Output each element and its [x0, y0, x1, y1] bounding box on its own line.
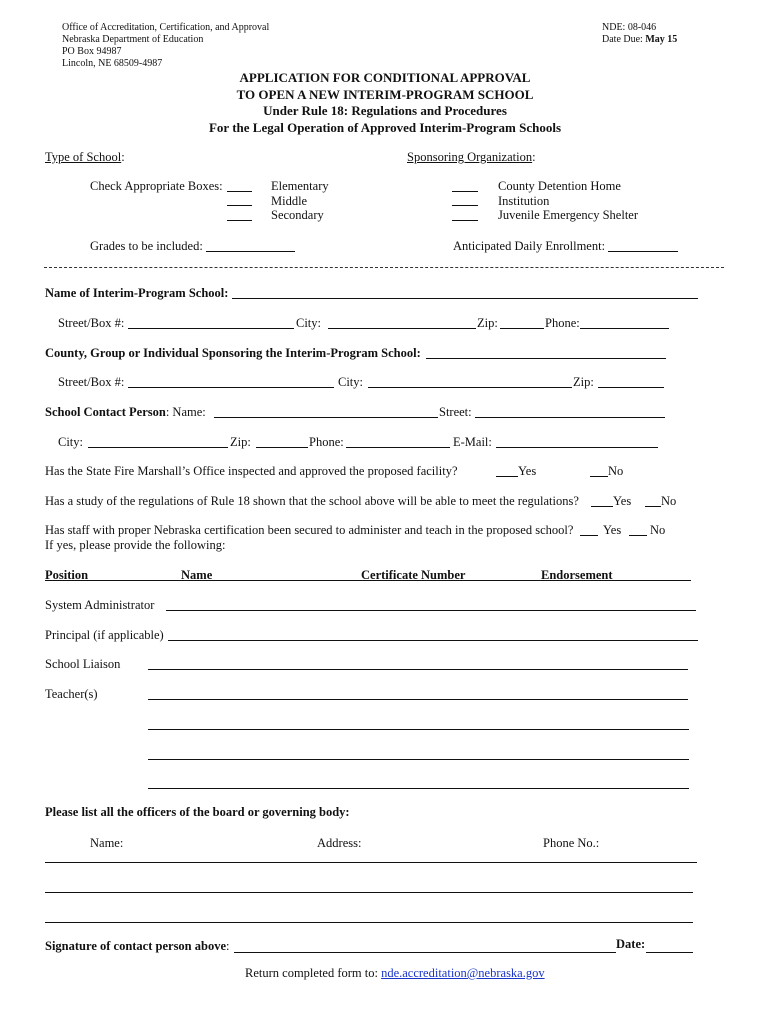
office-address — [62, 22, 269, 70]
detention-home-checkbox[interactable] — [452, 191, 478, 192]
date-due-label: Date Due: — [602, 34, 643, 45]
return-text: Return completed form to: — [245, 966, 378, 980]
institution-checkbox[interactable] — [452, 205, 478, 206]
date-field[interactable] — [646, 952, 693, 953]
title-line-1: APPLICATION FOR CONDITIONAL APPROVAL — [239, 70, 531, 85]
question-fire-marshall: Has the State Fire Marshall’s Office inspected and approved the proposed facility? — [45, 464, 458, 478]
school-zip-field[interactable] — [500, 328, 544, 329]
shelter-checkbox[interactable] — [452, 220, 478, 221]
principal-field[interactable] — [168, 640, 698, 641]
contact-name-field[interactable] — [214, 417, 438, 418]
office-line: PO Box 94987 — [62, 46, 122, 57]
sponsor-zip-label: Zip: — [573, 375, 594, 389]
school-type-options — [271, 179, 329, 223]
school-phone-label: Phone: — [545, 316, 580, 330]
sponsor-zip-field[interactable] — [598, 387, 664, 388]
option-elementary: Elementary — [271, 179, 329, 193]
teacher-field-1[interactable] — [148, 699, 688, 700]
row-principal: Principal (if applicable) — [45, 628, 164, 642]
title-line-2: TO OPEN A NEW INTERIM-PROGRAM SCHOOL — [236, 86, 534, 102]
staff-no-blank[interactable] — [629, 535, 647, 536]
grades-label: Grades to be included: — [90, 239, 203, 253]
teacher-field-2[interactable] — [148, 729, 689, 730]
title-line-3: Under Rule 18: Regulations and Procedures — [263, 103, 507, 118]
officers-heading: Please list all the officers of the board or governing body: — [45, 805, 350, 819]
contact-street-label: Street: — [439, 405, 472, 419]
header-underline — [45, 580, 691, 581]
school-name-field[interactable] — [232, 298, 698, 299]
officer-phone-col: Phone No.: — [543, 836, 600, 850]
teacher-field-3[interactable] — [148, 759, 689, 760]
sponsor-name-field[interactable] — [426, 358, 666, 359]
row-system-administrator: System Administrator — [45, 598, 155, 612]
form-number: NDE: 08-046 — [602, 22, 657, 33]
rule-no-label: No — [661, 494, 677, 508]
header-position: Position — [45, 568, 89, 582]
header-name: Name — [181, 568, 213, 582]
middle-checkbox[interactable] — [227, 205, 252, 206]
secondary-checkbox[interactable] — [227, 220, 252, 221]
header-certificate: Certificate Number — [361, 568, 466, 582]
elementary-checkbox[interactable] — [227, 191, 252, 192]
officer-line-3[interactable] — [45, 922, 693, 923]
contact-city-field[interactable] — [88, 447, 228, 448]
type-of-school-heading: Type of School: — [45, 150, 125, 164]
row-school-liaison: School Liaison — [45, 657, 121, 671]
signature-field[interactable] — [234, 952, 616, 953]
office-line: Lincoln, NE 68509-4987 — [62, 58, 163, 69]
teacher-field-4[interactable] — [148, 788, 689, 789]
school-city-label: City: — [296, 316, 322, 330]
sponsor-options — [498, 179, 638, 223]
check-boxes-label: Check Appropriate Boxes: — [90, 179, 223, 193]
contact-city-label: City: — [58, 435, 84, 449]
form-title — [0, 70, 770, 136]
date-due-value: May 15 — [645, 34, 678, 45]
row-teachers: Teacher(s) — [45, 687, 98, 701]
staff-no-label: No — [650, 523, 666, 537]
option-shelter: Juvenile Emergency Shelter — [498, 208, 639, 222]
contact-zip-label: Zip: — [230, 435, 251, 449]
staff-yes-label: Yes — [603, 523, 622, 537]
fire-yes-blank[interactable] — [496, 476, 518, 477]
officer-line-2[interactable] — [45, 892, 693, 893]
sponsor-label: County, Group or Individual Sponsoring the Interim-Program School: — [45, 346, 421, 360]
school-city-field[interactable] — [328, 328, 476, 329]
officer-line-1[interactable] — [45, 862, 697, 863]
school-phone-field[interactable] — [580, 328, 669, 329]
fire-no-blank[interactable] — [590, 476, 608, 477]
school-zip-label: Zip: — [477, 316, 498, 330]
contact-label: School Contact Person: Name: — [45, 405, 206, 419]
section-divider — [44, 267, 724, 268]
contact-zip-field[interactable] — [256, 447, 308, 448]
staff-yes-blank[interactable] — [580, 535, 598, 536]
sponsor-street-field[interactable] — [128, 387, 334, 388]
option-institution: Institution — [498, 193, 550, 208]
contact-email-field[interactable] — [496, 447, 658, 448]
title-line-4: For the Legal Operation of Approved Interim-Program Schools — [208, 119, 562, 135]
date-label: Date: — [616, 937, 646, 951]
header-endorsement: Endorsement — [541, 568, 613, 582]
option-middle: Middle — [271, 193, 308, 208]
rule-yes-label: Yes — [613, 494, 632, 508]
sponsor-street-label: Street/Box #: — [58, 375, 125, 389]
accreditation-email-link[interactable]: nde.accreditation@nebraska.gov — [381, 966, 545, 980]
option-secondary: Secondary — [271, 208, 324, 222]
rule-no-blank[interactable] — [645, 506, 661, 507]
office-line: Office of Accreditation, Certification, and Approval — [62, 22, 270, 33]
option-detention-home: County Detention Home — [498, 179, 621, 193]
contact-email-label: E-Mail: — [453, 435, 492, 449]
officer-address-col: Address: — [317, 836, 362, 850]
question-rule-18: Has a study of the regulations of Rule 18 shown that the school above will be able to meet the regulations? — [45, 494, 579, 508]
fire-yes-label: Yes — [518, 464, 537, 478]
school-street-label: Street/Box #: — [58, 316, 125, 330]
office-line: Nebraska Department of Education — [62, 34, 204, 45]
signature-label: Signature of contact person above: — [45, 939, 230, 953]
system-administrator-field[interactable] — [166, 610, 696, 611]
contact-phone-label: Phone: — [309, 435, 344, 449]
rule-yes-blank[interactable] — [591, 506, 613, 507]
form-meta — [602, 22, 677, 46]
contact-phone-field[interactable] — [346, 447, 450, 448]
sponsor-city-label: City: — [338, 375, 364, 389]
enrollment-field[interactable] — [608, 251, 678, 252]
officer-name-col: Name: — [90, 836, 124, 850]
sponsor-city-field[interactable] — [368, 387, 572, 388]
grades-field[interactable] — [206, 251, 295, 252]
school-street-field[interactable] — [128, 328, 294, 329]
footer — [245, 966, 545, 981]
school-name-label: Name of Interim-Program School: — [45, 286, 229, 300]
enrollment-label: Anticipated Daily Enrollment: — [453, 239, 606, 253]
school-liaison-field[interactable] — [148, 669, 688, 670]
staff-note: If yes, please provide the following: — [45, 538, 226, 552]
fire-no-label: No — [608, 464, 624, 478]
sponsoring-org-heading: Sponsoring Organization: — [407, 150, 536, 164]
question-staff: Has staff with proper Nebraska certification been secured to administer and teach in the proposed school? — [45, 523, 574, 537]
contact-street-field[interactable] — [475, 417, 665, 418]
